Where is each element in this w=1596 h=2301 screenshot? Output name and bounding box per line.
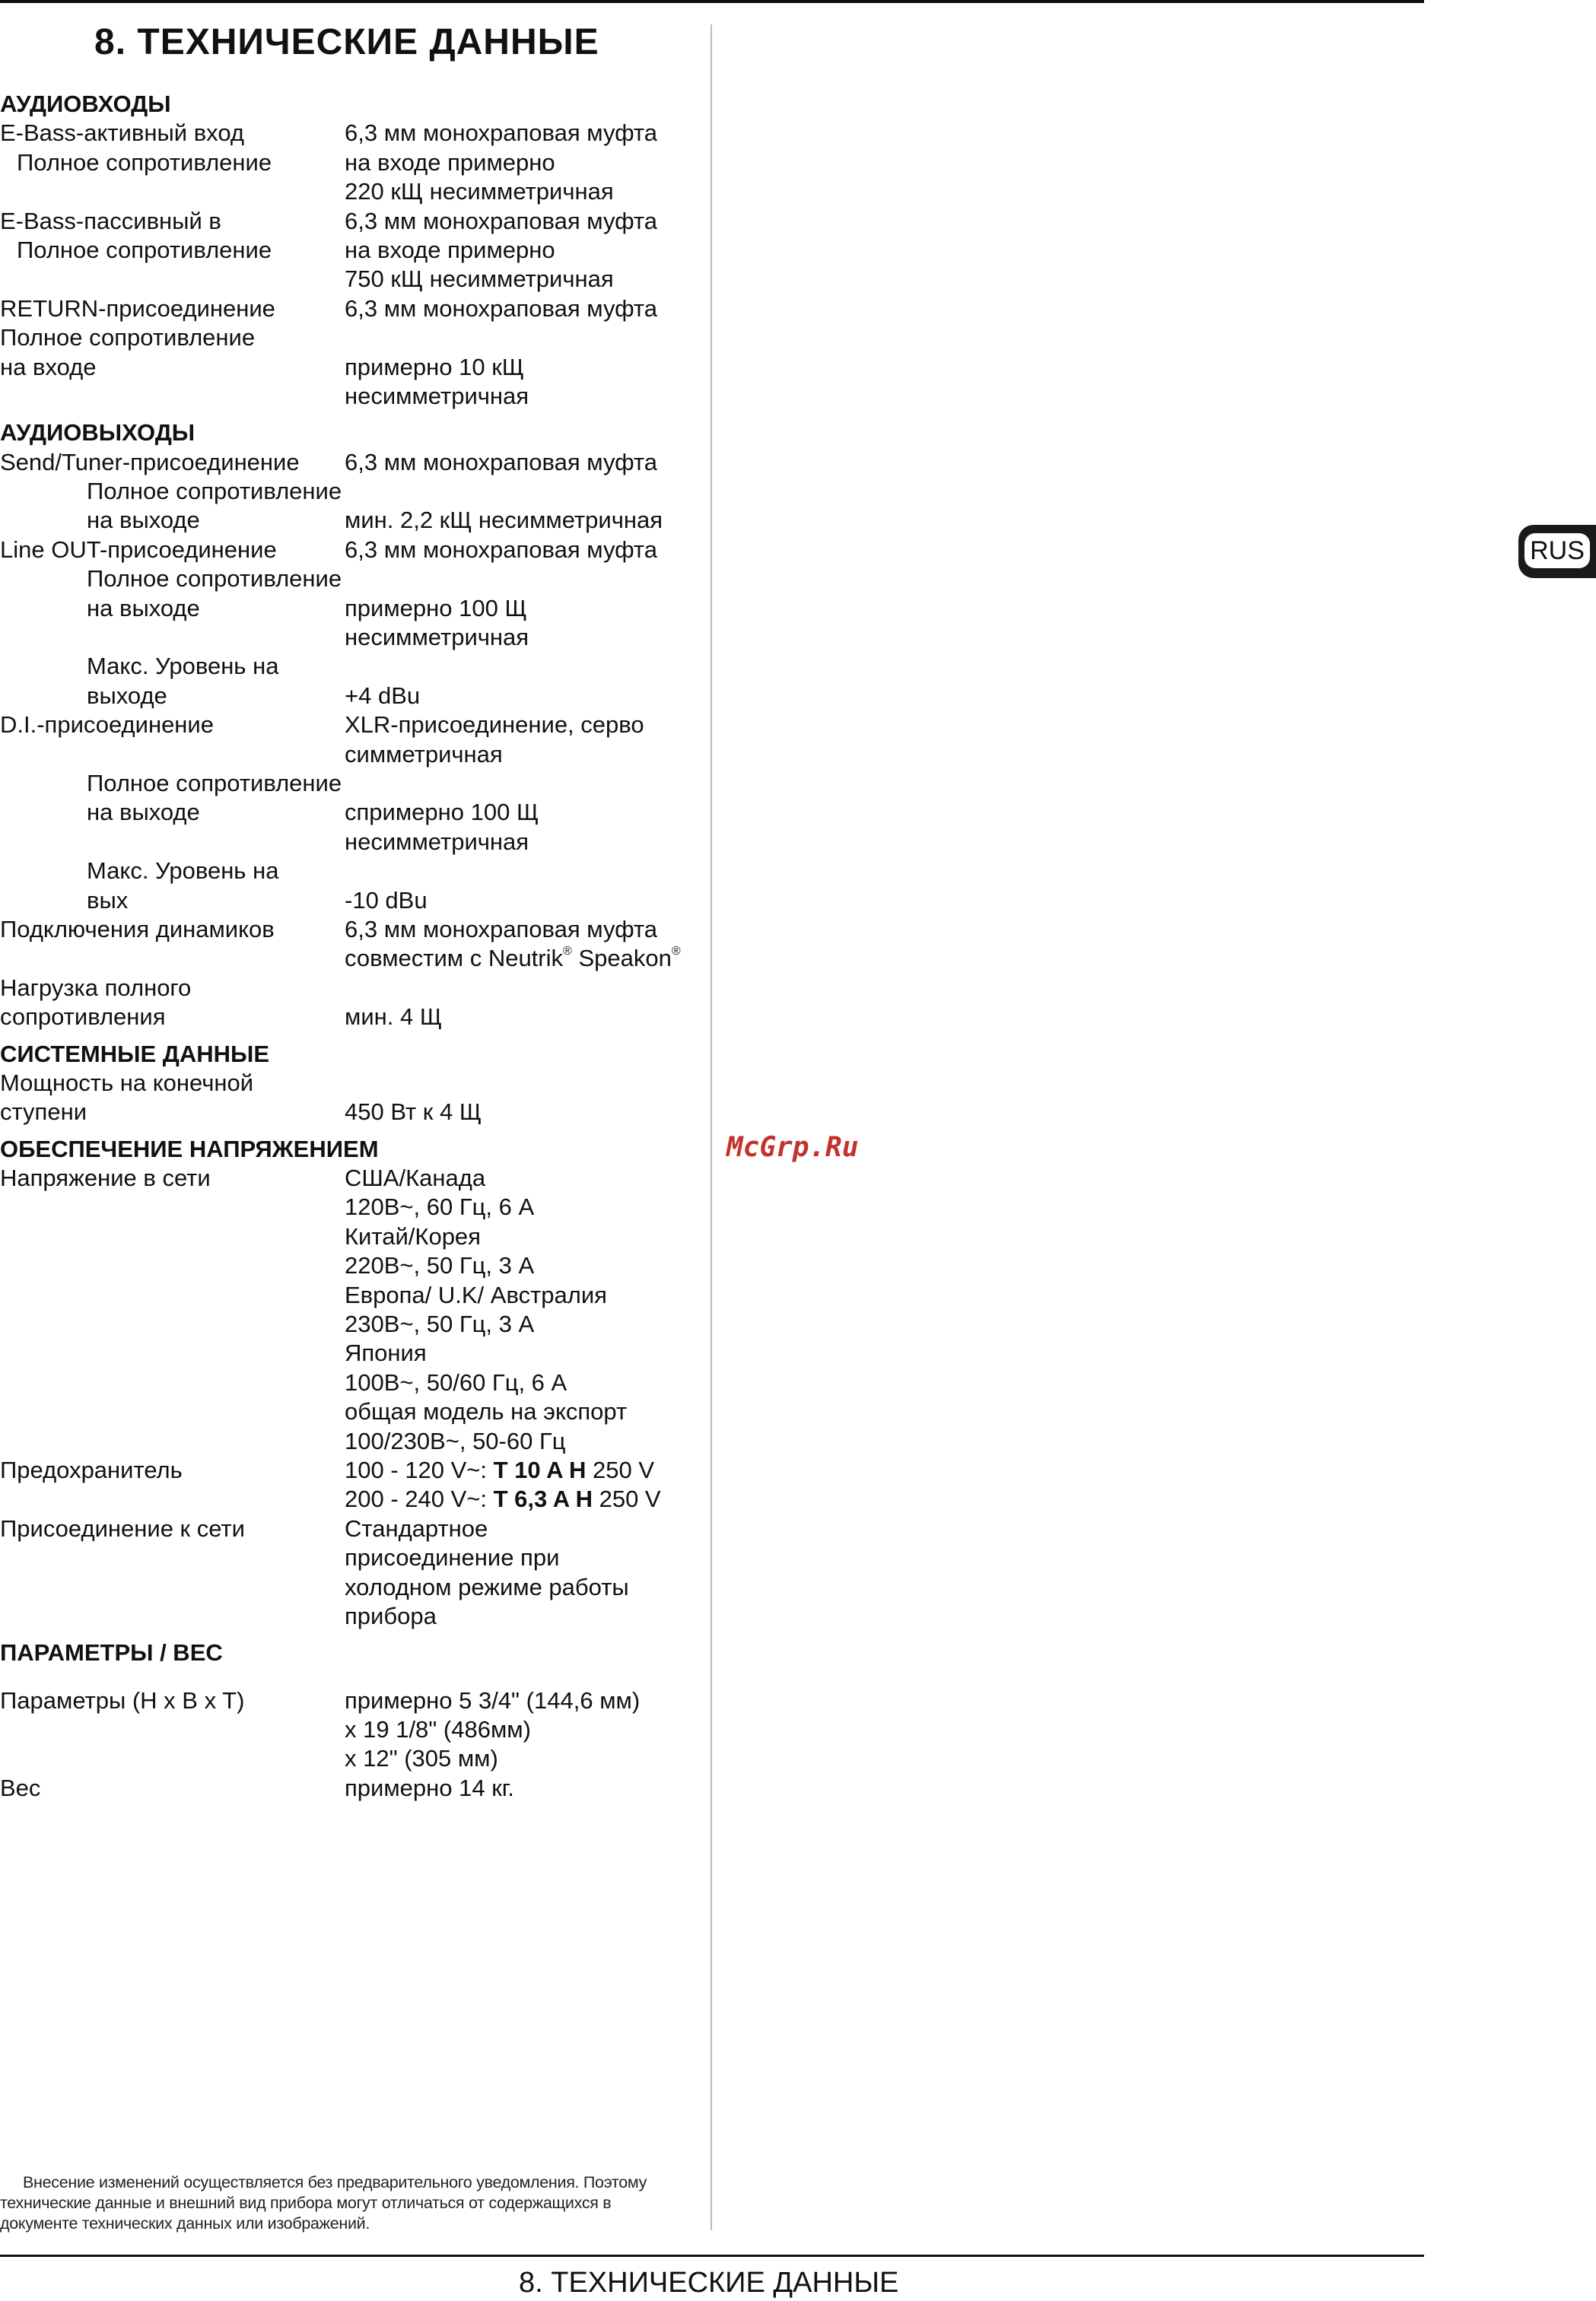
spec-value: примерно 10 кЩ [345,353,524,380]
spec-label: вых [87,886,129,914]
spec-value: на входе примерно [345,148,555,176]
spec-value: холодном режиме работы [345,1573,629,1600]
spec-value: 100/230В~, 50-60 Гц [345,1427,566,1454]
spec-row [0,207,700,236]
spec-value: 6,3 мм монохраповая муфта [345,294,658,322]
spec-row-fuse [0,1456,700,1485]
spec-value: несимметричная [345,624,529,651]
spec-row [0,1339,700,1368]
spec-row [0,652,700,681]
spec-value: 6,3 мм монохраповая муфта [345,536,658,563]
spec-label: на выходе [87,594,200,621]
spec-value: присоединение при [345,1544,560,1572]
spec-row [0,710,700,739]
column-divider [711,24,712,2230]
spec-row-fuse [0,1485,700,1514]
spec-row [0,1310,700,1339]
spec-label: Присоединение к сети [0,1514,245,1542]
spec-value: мин. 4 Щ [345,1003,442,1031]
spec-value: 120В~, 60 Гц, 6 А [345,1193,535,1221]
spec-label: ступени [0,1098,87,1126]
spec-row [0,1573,700,1602]
bottom-rule [0,2255,1424,2257]
spec-label: на входе [0,353,97,380]
spec-row [0,1744,700,1773]
spec-row [0,177,700,206]
spec-row [0,1715,700,1744]
spec-value: 450 Вт к 4 Щ [345,1098,482,1126]
spec-value: 230В~, 50 Гц, 3 А [345,1311,535,1338]
spec-label: Полное сопротивление [17,148,272,176]
spec-value: на входе примерно [345,236,555,263]
spec-row [0,536,700,564]
spec-value: 100В~, 50/60 Гц, 6 А [345,1368,568,1396]
spec-value: мин. 2,2 кЩ несимметричная [345,507,663,534]
spec-row [0,886,700,915]
spec-value: общая модель на экспорт [345,1398,628,1425]
spec-value: США/Канада [345,1165,486,1192]
spec-value: Китай/Корея [345,1222,481,1250]
spec-label: сопротивления [0,1003,166,1031]
section-heading-dimensions: ПАРАМЕТРЫ / ВЕС [0,1639,223,1667]
spec-label: Вес [0,1774,41,1801]
spec-value: -10 dBu [345,886,428,914]
spec-value: 6,3 мм монохраповая муфта [345,448,658,475]
spec-label: Мощность на конечной [0,1069,254,1096]
spec-row [0,382,700,411]
spec-value: x 19 1/8" (486мм) [345,1716,531,1743]
spec-label: выходе [87,682,167,709]
section-heading-power: ОБЕСПЕЧЕНИЕ НАПРЯЖЕНИЕМ [0,1135,379,1162]
spec-row [0,1098,700,1127]
disclaimer: Внесение изменений осуществляется без предварительного уведомления. Поэтому технические данные и внешний вид прибора могут отличаться от содержащихся в документе технических данных или изображений. [0,2173,647,2233]
spec-label: Нагрузка полного [0,974,192,1001]
spec-value: спримерно 100 Щ [345,799,539,826]
spec-label: E-Bass-активный вход [0,119,244,147]
spec-label: Параметры (H x B x T) [0,1686,245,1714]
spec-row [0,448,700,477]
spec-row [0,857,700,885]
spec-row [0,1251,700,1280]
spec-row [0,1003,700,1031]
spec-value: XLR-присоединение, серво [345,711,644,739]
spec-row [0,265,700,294]
spec-row [0,769,700,798]
spec-row [0,1222,700,1251]
spec-label: Send/Tuner-присоединение [0,448,300,475]
spec-row [0,682,700,710]
watermark: McGrp.Ru [726,1132,859,1163]
spec-label: на выходе [87,799,200,826]
spec-row [0,236,700,265]
spec-label: Напряжение в сети [0,1165,211,1192]
spec-row [0,1193,700,1222]
spec-row [0,119,700,148]
spec-value: примерно 14 кг. [345,1774,514,1801]
spec-value: совместим с Neutrik® Speakon® [345,945,681,972]
spec-value: 6,3 мм монохраповая муфта [345,915,658,942]
spec-value: несимметричная [345,382,529,409]
spec-row [0,1397,700,1426]
spec-label: RETURN-присоединение [0,294,275,322]
section-heading-audio-inputs: АУДИОВХОДЫ [0,91,171,117]
spec-row [0,1368,700,1397]
section-heading-system: СИСТЕМНЫЕ ДАННЫЕ [0,1040,270,1067]
spec-row [0,294,700,323]
spec-row [0,148,700,177]
spec-sheet [0,90,700,1803]
spec-row [0,1069,700,1098]
spec-row [0,477,700,506]
spec-label: Полное сопротивление [87,478,342,505]
spec-label: Line OUT-присоединение [0,536,277,563]
spec-row [0,740,700,769]
spec-row [0,1281,700,1310]
spec-row [0,915,700,944]
spec-label: Предохранитель [0,1456,183,1483]
spec-row [0,828,700,857]
spec-value: Япония [345,1340,427,1367]
fuse-value-1: 100 - 120 V~: T 10 A H 250 V [345,1456,654,1483]
language-badge: RUS [1524,533,1590,568]
spec-label: E-Bass-пассивный в [0,207,221,234]
spec-row [0,623,700,652]
section-heading-audio-outputs: АУДИОВЫХОДЫ [0,419,196,447]
spec-value: 220 кЩ несимметричная [345,178,614,205]
spec-row [0,1427,700,1456]
spec-row [0,1686,700,1715]
fuse-value-2: 200 - 240 V~: T 6,3 A H 250 V [345,1486,661,1513]
spec-row [0,1164,700,1193]
spec-value: +4 dBu [345,682,421,709]
spec-label: Полное сопротивление [87,769,342,796]
spec-value: 220В~, 50 Гц, 3 А [345,1252,535,1279]
footer-title: 8. ТЕХНИЧЕСКИЕ ДАННЫЕ [519,2267,899,2299]
page-title: 8. ТЕХНИЧЕСКИЕ ДАННЫЕ [94,22,599,62]
spec-row [0,798,700,827]
spec-label: Подключения динамиков [0,915,275,942]
spec-value: несимметричная [345,828,529,855]
spec-row [0,1543,700,1572]
spec-value: примерно 5 3/4" (144,6 мм) [345,1686,641,1714]
spec-row [0,1774,700,1803]
spec-label: Макс. Уровень на [87,857,279,885]
spec-row [0,506,700,535]
language-tab [1518,525,1596,578]
spec-row [0,323,700,352]
spec-value: 6,3 мм монохраповая муфта [345,119,658,147]
spec-row [0,353,700,382]
spec-row [0,944,700,973]
spec-value: 6,3 мм монохраповая муфта [345,207,658,234]
spec-row [0,594,700,623]
spec-value: Стандартное [345,1514,488,1542]
spec-value: x 12" (305 мм) [345,1745,498,1772]
spec-value: примерно 100 Щ [345,594,527,621]
spec-row [0,564,700,593]
spec-label: Полное сопротивление [17,236,272,263]
top-rule [0,0,1424,3]
spec-value: симметричная [345,740,503,768]
spec-label: Макс. Уровень на [87,653,279,680]
spec-label: Полное сопротивление [0,324,256,351]
spec-label: на выходе [87,507,200,534]
spec-row [0,974,700,1003]
spec-row [0,1514,700,1543]
spec-value: Европа/ U.K/ Австралия [345,1281,607,1308]
spec-label: D.I.-присоединение [0,711,214,739]
spec-value: прибора [345,1602,437,1629]
spec-value: 750 кЩ несимметричная [345,265,614,293]
spec-label: Полное сопротивление [87,565,342,593]
spec-row [0,1602,700,1631]
